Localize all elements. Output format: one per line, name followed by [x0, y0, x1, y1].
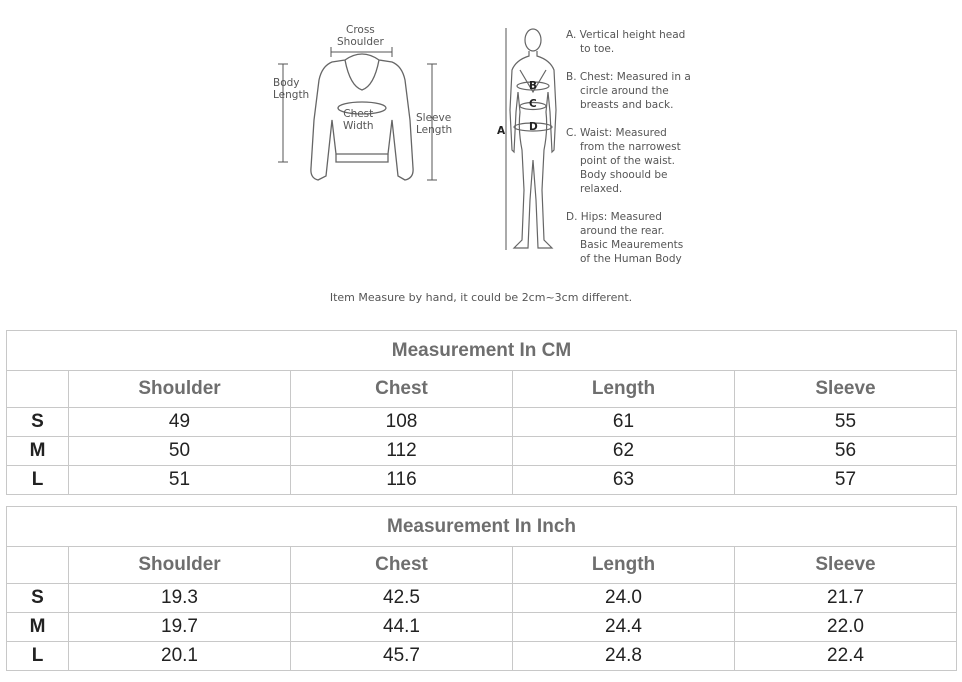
cell-length: 62: [513, 437, 735, 466]
body-letter-c: C: [529, 98, 537, 110]
cell-shoulder: 19.3: [69, 584, 291, 613]
body-letter-d: D: [529, 121, 538, 133]
body-letter-a: A: [497, 125, 506, 137]
cell-sleeve: 22.4: [735, 642, 957, 671]
legend-item-c: C. Waist: Measured from the narrowest point of the waist. Body shoould be relaxed.: [566, 127, 681, 195]
measurement-note: Item Measure by hand, it could be 2cm~3cm different.: [329, 291, 633, 304]
header-blank-cell: [7, 547, 69, 584]
cell-length: 63: [513, 466, 735, 495]
cell-length: 24.0: [513, 584, 735, 613]
legend-item-b: B. Chest: Measured in a circle around the breasts and back.: [566, 71, 691, 111]
cell-sleeve: 57: [735, 466, 957, 495]
header-shoulder: Shoulder: [69, 547, 291, 584]
legend-item-d: D. Hips: Measured around the rear. Basic Meaurements of the Human Body: [566, 211, 684, 265]
cell-shoulder: 49: [69, 408, 291, 437]
measurement-legend: [566, 28, 691, 280]
cell-length: 61: [513, 408, 735, 437]
cell-shoulder: 51: [69, 466, 291, 495]
sleeve-length-label: Sleeve Length: [416, 112, 453, 136]
size-label: L: [7, 466, 69, 495]
cell-chest: 44.1: [291, 613, 513, 642]
measurement-diagram: [0, 0, 962, 320]
header-chest: Chest: [291, 371, 513, 408]
body-length-label: Body Length: [273, 77, 310, 101]
table-title-row: [7, 507, 957, 547]
header-sleeve: Sleeve: [735, 547, 957, 584]
header-length: Length: [513, 371, 735, 408]
cell-sleeve: 55: [735, 408, 957, 437]
cell-length: 24.4: [513, 613, 735, 642]
header-blank-cell: [7, 371, 69, 408]
cell-chest: 45.7: [291, 642, 513, 671]
cell-shoulder: 50: [69, 437, 291, 466]
garment-and-body-illustration: [0, 0, 962, 320]
size-table-cm: [6, 330, 957, 495]
cell-chest: 108: [291, 408, 513, 437]
header-length: Length: [513, 547, 735, 584]
table-header-row: [7, 371, 957, 408]
table-title: Measurement In CM: [7, 331, 957, 371]
cell-chest: 112: [291, 437, 513, 466]
cell-shoulder: 19.7: [69, 613, 291, 642]
table-row: [7, 613, 957, 642]
cell-sleeve: 56: [735, 437, 957, 466]
legend-item-a: A. Vertical height head to toe.: [566, 29, 686, 55]
size-label: S: [7, 584, 69, 613]
table-row: [7, 437, 957, 466]
cell-sleeve: 22.0: [735, 613, 957, 642]
size-table-inch: [6, 506, 957, 671]
table-row: [7, 642, 957, 671]
cell-shoulder: 20.1: [69, 642, 291, 671]
size-label: S: [7, 408, 69, 437]
size-label: M: [7, 437, 69, 466]
body-letter-b: B: [529, 80, 538, 92]
chest-width-label: Chest Width: [343, 108, 374, 132]
table-row: [7, 466, 957, 495]
size-label: L: [7, 642, 69, 671]
cell-chest: 42.5: [291, 584, 513, 613]
table-title-row: [7, 331, 957, 371]
cross-shoulder-label: Cross Shoulder: [337, 24, 384, 48]
table-title: Measurement In Inch: [7, 507, 957, 547]
header-sleeve: Sleeve: [735, 371, 957, 408]
header-chest: Chest: [291, 547, 513, 584]
table-row: [7, 584, 957, 613]
human-figure-sketch: [510, 29, 556, 248]
header-shoulder: Shoulder: [69, 371, 291, 408]
cell-sleeve: 21.7: [735, 584, 957, 613]
table-header-row: [7, 547, 957, 584]
cell-chest: 116: [291, 466, 513, 495]
size-label: M: [7, 613, 69, 642]
table-row: [7, 408, 957, 437]
cell-length: 24.8: [513, 642, 735, 671]
